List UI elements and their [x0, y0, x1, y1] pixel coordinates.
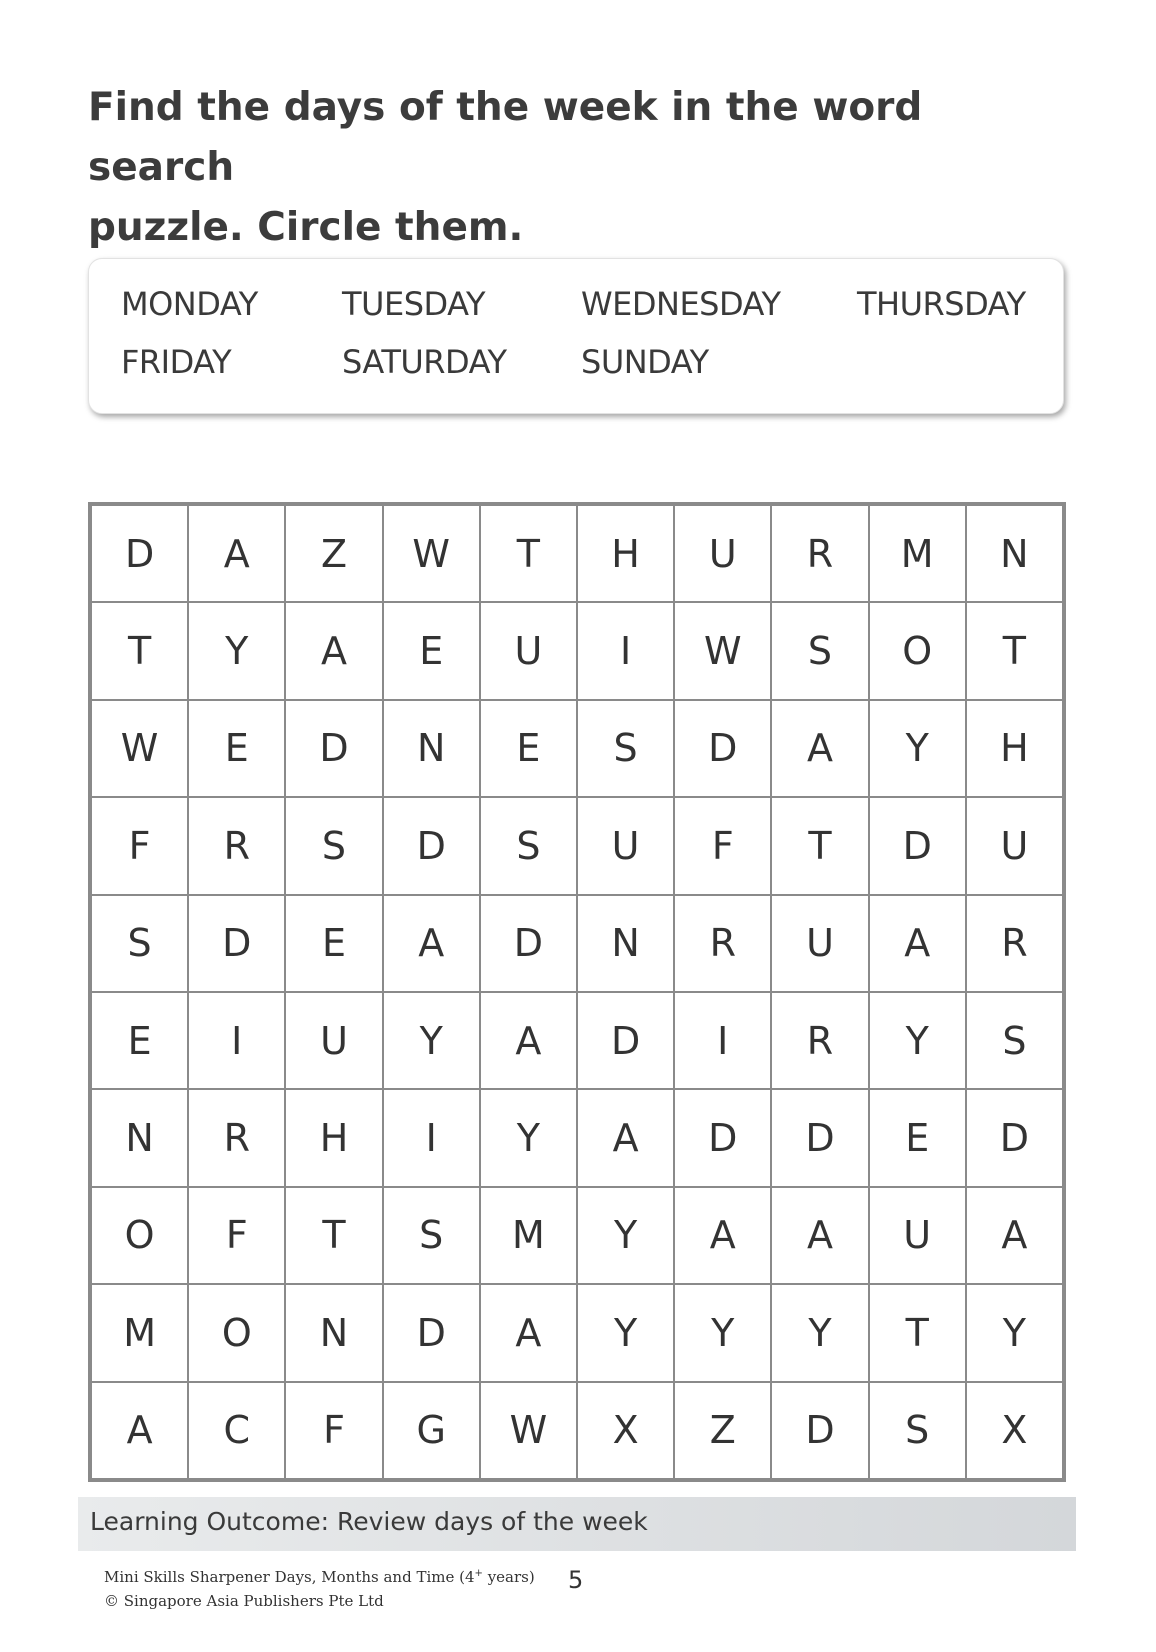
grid-cell[interactable]: Y [480, 1089, 577, 1186]
grid-cell[interactable]: F [285, 1382, 382, 1479]
grid-cell[interactable]: I [577, 602, 674, 699]
grid-cell[interactable]: R [674, 895, 771, 992]
grid-cell[interactable]: D [383, 797, 480, 894]
grid-cell[interactable]: M [480, 1187, 577, 1284]
grid-cell[interactable]: N [91, 1089, 188, 1186]
learning-outcome-bar [78, 1497, 1076, 1551]
grid-cell[interactable]: D [480, 895, 577, 992]
grid-cell[interactable]: A [674, 1187, 771, 1284]
grid-cell[interactable]: D [91, 505, 188, 602]
grid-cell[interactable]: A [383, 895, 480, 992]
grid-cell[interactable]: D [285, 700, 382, 797]
grid-cell[interactable]: D [869, 797, 966, 894]
grid-cell[interactable]: Y [188, 602, 285, 699]
grid-cell[interactable]: O [869, 602, 966, 699]
grid-cell[interactable]: S [771, 602, 868, 699]
grid-cell[interactable]: D [383, 1284, 480, 1381]
grid-cell[interactable]: T [285, 1187, 382, 1284]
grid-cell[interactable]: Z [674, 1382, 771, 1479]
grid-cell[interactable]: H [577, 505, 674, 602]
grid-cell[interactable]: U [771, 895, 868, 992]
grid-cell[interactable]: D [577, 992, 674, 1089]
grid-cell[interactable]: Y [577, 1187, 674, 1284]
grid-cell[interactable]: W [383, 505, 480, 602]
grid-cell[interactable]: U [577, 797, 674, 894]
grid-cell[interactable]: Y [674, 1284, 771, 1381]
grid-cell[interactable]: O [188, 1284, 285, 1381]
grid-cell[interactable]: N [966, 505, 1063, 602]
footer-book-title: Mini Skills Sharpener Days, Months and Time (4+ years) [104, 1568, 535, 1586]
grid-cell[interactable]: U [674, 505, 771, 602]
grid-cell[interactable]: W [480, 1382, 577, 1479]
instruction-line-2: puzzle. Circle them. [88, 205, 524, 250]
grid-cell[interactable]: M [91, 1284, 188, 1381]
page-number: 5 [568, 1566, 584, 1594]
grid-cell[interactable]: N [285, 1284, 382, 1381]
footer-copyright: © Singapore Asia Publishers Pte Ltd [104, 1592, 384, 1610]
grid-cell[interactable]: T [91, 602, 188, 699]
grid-cell[interactable]: A [869, 895, 966, 992]
grid-cell[interactable]: Y [966, 1284, 1063, 1381]
word-tuesday: TUESDAY [342, 285, 486, 323]
grid-cell[interactable]: R [188, 797, 285, 894]
grid-cell[interactable]: W [91, 700, 188, 797]
grid-cell[interactable]: C [188, 1382, 285, 1479]
grid-cell[interactable]: A [285, 602, 382, 699]
grid-cell[interactable]: M [869, 505, 966, 602]
grid-cell[interactable]: A [480, 992, 577, 1089]
word-thursday: THURSDAY [857, 285, 1026, 323]
word-saturday: SATURDAY [342, 343, 507, 381]
grid-cell[interactable]: R [966, 895, 1063, 992]
grid-cell[interactable]: A [577, 1089, 674, 1186]
grid-cell[interactable]: N [383, 700, 480, 797]
grid-cell[interactable]: S [577, 700, 674, 797]
grid-cell[interactable]: G [383, 1382, 480, 1479]
grid-cell[interactable]: I [674, 992, 771, 1089]
grid-cell[interactable]: U [966, 797, 1063, 894]
grid-cell[interactable]: A [966, 1187, 1063, 1284]
grid-cell[interactable]: Y [771, 1284, 868, 1381]
grid-cell[interactable]: D [188, 895, 285, 992]
word-search-grid [88, 502, 1066, 1482]
grid-cell[interactable]: S [966, 992, 1063, 1089]
grid-cell[interactable]: Y [383, 992, 480, 1089]
grid-cell[interactable]: R [188, 1089, 285, 1186]
grid-cell[interactable]: A [771, 700, 868, 797]
grid-cell[interactable]: D [966, 1089, 1063, 1186]
grid-cell[interactable]: H [966, 700, 1063, 797]
grid-cell[interactable]: U [285, 992, 382, 1089]
grid-cell[interactable]: S [869, 1382, 966, 1479]
grid-cell[interactable]: Y [869, 700, 966, 797]
grid-cell[interactable]: U [869, 1187, 966, 1284]
instruction-line-1: Find the days of the week in the word search [88, 85, 923, 190]
grid-cell[interactable]: T [480, 505, 577, 602]
grid-cell[interactable]: D [674, 1089, 771, 1186]
grid-cell[interactable]: I [188, 992, 285, 1089]
grid-cell[interactable]: D [771, 1382, 868, 1479]
grid-cell[interactable]: A [91, 1382, 188, 1479]
grid-cell[interactable]: U [480, 602, 577, 699]
grid-cell[interactable]: Y [869, 992, 966, 1089]
grid-cell[interactable]: S [480, 797, 577, 894]
grid-cell[interactable]: W [674, 602, 771, 699]
grid-cell[interactable]: E [91, 992, 188, 1089]
grid-cell[interactable]: R [771, 992, 868, 1089]
grid-cell[interactable]: T [966, 602, 1063, 699]
word-sunday: SUNDAY [581, 343, 709, 381]
grid-cell[interactable]: E [869, 1089, 966, 1186]
grid-cell[interactable]: E [480, 700, 577, 797]
grid-cell[interactable]: S [383, 1187, 480, 1284]
grid-cell[interactable]: A [480, 1284, 577, 1381]
grid-cell[interactable]: X [577, 1382, 674, 1479]
grid-cell[interactable]: E [188, 700, 285, 797]
grid-cell[interactable]: Z [285, 505, 382, 602]
grid-cell[interactable]: S [91, 895, 188, 992]
grid-cell[interactable]: X [966, 1382, 1063, 1479]
grid-cell[interactable]: A [771, 1187, 868, 1284]
grid-cell[interactable]: D [771, 1089, 868, 1186]
grid-cell[interactable]: N [577, 895, 674, 992]
learning-outcome-text: Learning Outcome: Review days of the week [90, 1507, 648, 1536]
grid-cell[interactable]: F [91, 797, 188, 894]
grid-cell[interactable]: F [188, 1187, 285, 1284]
grid-cell[interactable]: I [383, 1089, 480, 1186]
word-bank [88, 258, 1064, 414]
instruction-heading [88, 78, 1068, 258]
grid-cell[interactable]: T [869, 1284, 966, 1381]
grid-cell[interactable]: D [674, 700, 771, 797]
grid-cell[interactable]: A [188, 505, 285, 602]
grid-cell[interactable]: T [771, 797, 868, 894]
word-friday: FRIDAY [121, 343, 232, 381]
grid-cell[interactable]: F [674, 797, 771, 894]
grid-cell[interactable]: O [91, 1187, 188, 1284]
word-wednesday: WEDNESDAY [581, 285, 781, 323]
grid-cell[interactable]: E [285, 895, 382, 992]
grid-cell[interactable]: Y [577, 1284, 674, 1381]
grid-cell[interactable]: R [771, 505, 868, 602]
grid-cell[interactable]: S [285, 797, 382, 894]
grid-cell[interactable]: H [285, 1089, 382, 1186]
grid-cell[interactable]: E [383, 602, 480, 699]
word-monday: MONDAY [121, 285, 258, 323]
